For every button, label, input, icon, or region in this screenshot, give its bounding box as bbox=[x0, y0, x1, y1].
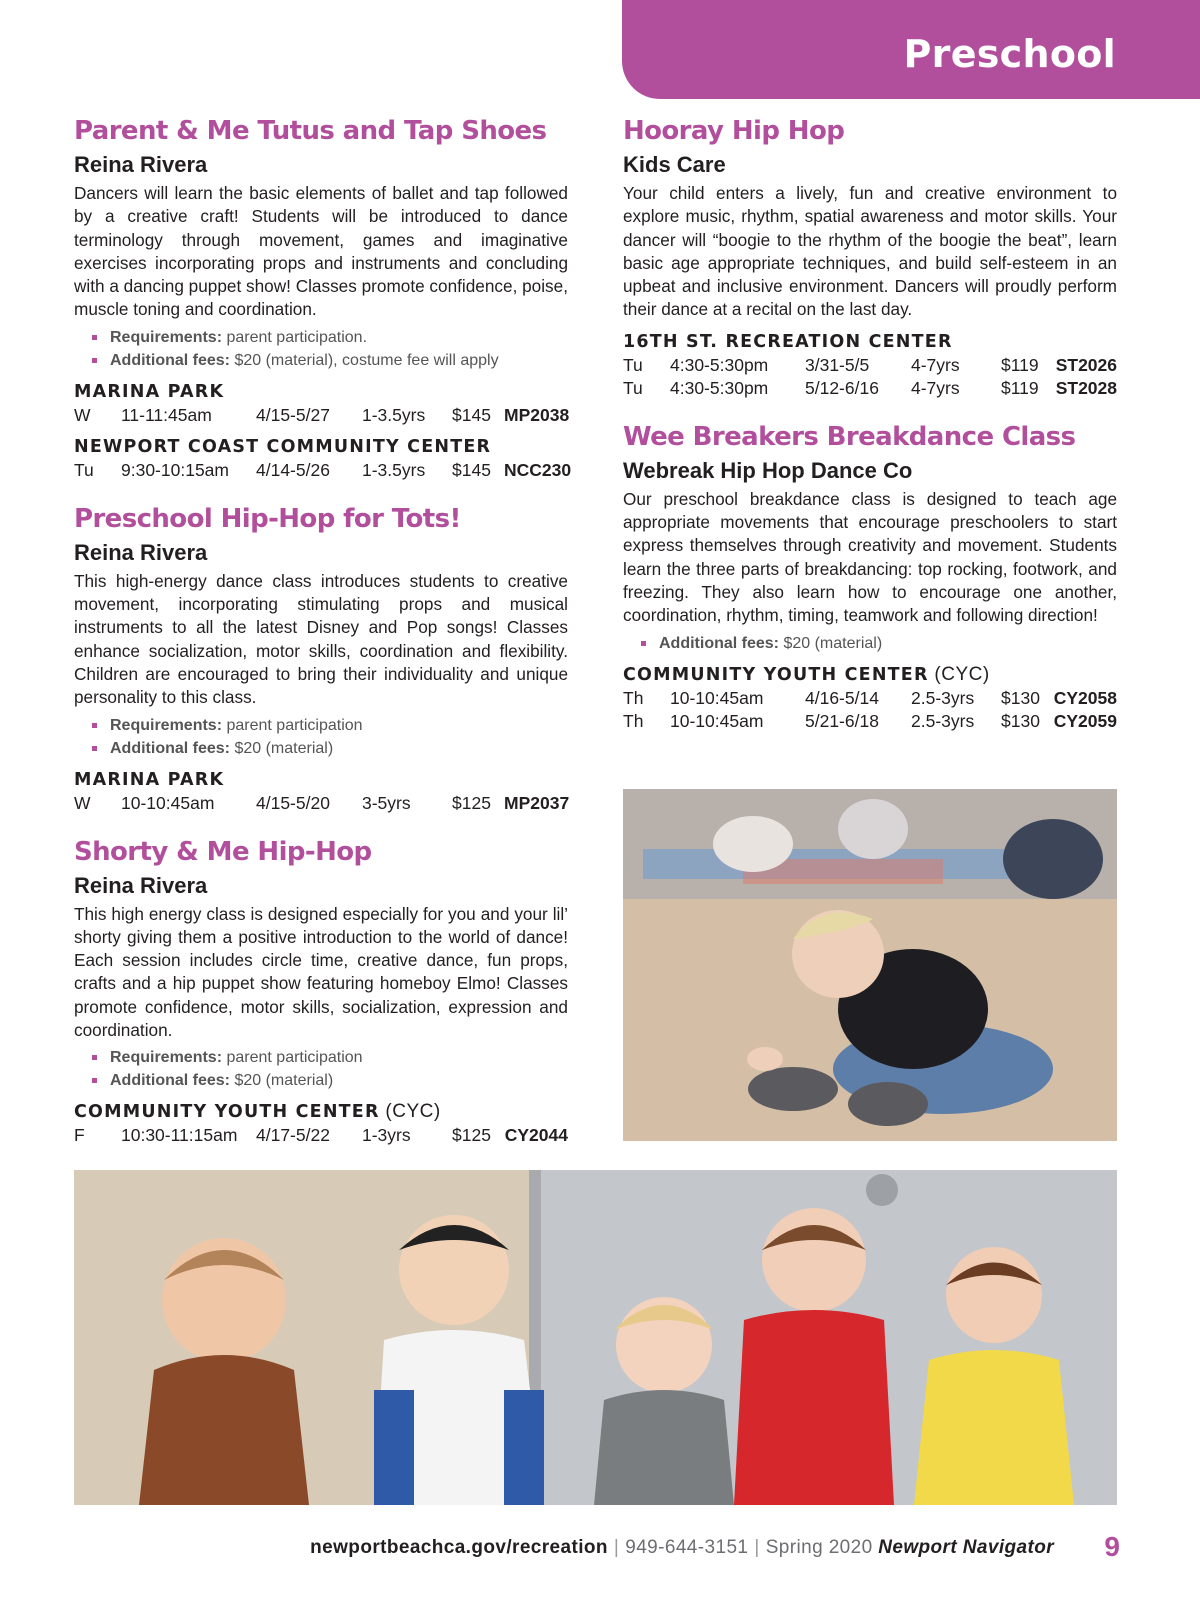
location-name bbox=[623, 663, 1117, 687]
class-title: Shorty & Me Hip-Hop bbox=[74, 836, 372, 867]
schedule-day: Th bbox=[623, 687, 644, 708]
requirement-item bbox=[92, 326, 568, 349]
requirement-item bbox=[92, 1046, 568, 1069]
requirement-label: Additional fees: bbox=[110, 739, 231, 757]
class-title: Wee Breakers Breakdance Class bbox=[623, 421, 1076, 452]
location-label: MARINA PARK bbox=[74, 769, 225, 790]
schedule-dates: 4/15-5/20 bbox=[256, 792, 330, 813]
schedule-price: $119 bbox=[1001, 377, 1039, 398]
section-tab bbox=[622, 0, 1200, 99]
requirement-text: $20 (material) bbox=[230, 739, 334, 757]
requirement-item bbox=[92, 349, 568, 372]
requirements-list bbox=[92, 1046, 568, 1092]
requirement-item bbox=[92, 1069, 568, 1092]
schedule-day: Tu bbox=[74, 459, 94, 480]
requirement-label: Additional fees: bbox=[659, 634, 780, 652]
schedule-time: 4:30-5:30pm bbox=[670, 354, 769, 375]
location-name bbox=[623, 330, 1117, 354]
location-name bbox=[74, 1100, 568, 1124]
schedule-day: W bbox=[74, 792, 91, 813]
class-section bbox=[74, 112, 572, 482]
schedule-dates: 5/12-6/16 bbox=[805, 377, 879, 398]
schedule-age: 1-3yrs bbox=[362, 1125, 411, 1146]
requirement-label: Requirements: bbox=[110, 716, 223, 734]
schedule-time: 10-10:45am bbox=[670, 687, 764, 708]
schedule-dates: 4/16-5/14 bbox=[805, 687, 879, 708]
schedule-row bbox=[623, 710, 1117, 733]
requirements-list bbox=[92, 326, 568, 372]
schedule-dates: 3/31-5/5 bbox=[805, 354, 870, 375]
schedule-time: 4:30-5:30pm bbox=[670, 377, 769, 398]
requirement-label: Additional fees: bbox=[110, 1072, 231, 1090]
schedule-age: 4-7yrs bbox=[911, 377, 960, 398]
course-code[interactable]: CY2058 bbox=[1053, 687, 1117, 708]
class-title: Parent & Me Tutus and Tap Shoes bbox=[74, 116, 547, 146]
location-name bbox=[74, 380, 568, 404]
class-description: Dancers will learn the basic elements of ballet and tap followed by a creative craft! Students will be introduced to dance terminology through movement, games and imaginative exercises incorporating props and instruments and concluding with a dancing puppet show! Classes promote confidence, poise, muscle toning and coordination. bbox=[74, 183, 568, 320]
schedule-day: W bbox=[74, 404, 91, 425]
schedule-price: $130 bbox=[1001, 687, 1040, 708]
location-name bbox=[74, 768, 568, 792]
requirements-list bbox=[641, 632, 1117, 655]
instructor-name: Reina Rivera bbox=[74, 152, 208, 177]
schedule-age: 4-7yrs bbox=[911, 354, 960, 375]
course-code[interactable]: MP2038 bbox=[504, 404, 570, 425]
schedule-price: $145 bbox=[452, 459, 491, 480]
schedule-price: $145 bbox=[452, 404, 491, 425]
schedule-row bbox=[74, 459, 572, 482]
footer-separator: | bbox=[613, 1537, 620, 1558]
requirement-text: parent participation bbox=[222, 716, 363, 734]
requirement-item bbox=[641, 632, 1117, 655]
class-description: This high-energy dance class introduces students to creative movement, incorporating stimulating props and musical instruments to all the latest Disney and Pop songs! Classes enhance socialization, motor skills, coordination and flexibility. Children are encouraged to bring their individuality and unique personality to this class. bbox=[74, 570, 568, 708]
class-title: Preschool Hip-Hop for Tots! bbox=[74, 503, 461, 534]
footer-separator: | bbox=[754, 1537, 760, 1558]
schedule-time: 9:30-10:15am bbox=[121, 459, 229, 480]
location-label: 16TH ST. RECREATION CENTER bbox=[623, 331, 953, 352]
schedule-day: Tu bbox=[623, 354, 643, 375]
requirement-text: parent participation. bbox=[222, 328, 368, 346]
schedule-time: 10:30-11:15am bbox=[121, 1125, 238, 1146]
section-tab-title: Preschool bbox=[903, 32, 1116, 76]
location-label: MARINA PARK bbox=[74, 381, 225, 402]
course-code[interactable]: ST2028 bbox=[1055, 377, 1117, 398]
schedule-age: 2.5-3yrs bbox=[911, 687, 975, 708]
course-code[interactable]: CY2044 bbox=[504, 1125, 568, 1146]
location-label: COMMUNITY YOUTH CENTER bbox=[623, 664, 929, 685]
requirement-label: Requirements: bbox=[110, 328, 223, 346]
requirement-label: Requirements: bbox=[110, 1049, 223, 1067]
schedule-dates: 4/14-5/26 bbox=[256, 459, 330, 480]
schedule-row bbox=[623, 687, 1117, 710]
footer-phone: 949-644-3151 bbox=[625, 1537, 749, 1558]
schedule-time: 10-10:45am bbox=[121, 792, 215, 813]
schedule-day: F bbox=[74, 1125, 85, 1146]
schedule-price: $119 bbox=[1001, 354, 1039, 375]
class-section bbox=[74, 500, 568, 815]
schedule-dates: 4/15-5/27 bbox=[256, 404, 330, 425]
schedule-row bbox=[74, 1124, 568, 1147]
photo-toddler-breakdancing bbox=[623, 789, 1117, 1141]
schedule-price: $125 bbox=[452, 792, 491, 813]
location-name bbox=[74, 435, 568, 459]
requirement-label: Additional fees: bbox=[110, 351, 231, 369]
schedule-day: Tu bbox=[623, 377, 643, 398]
right-column bbox=[623, 112, 1117, 751]
location-abbrev: (CYC) bbox=[928, 663, 990, 685]
class-description: Your child enters a lively, fun and creative environment to explore music, rhythm, spatial awareness and motor skills. Your dancer will “boogie to the rhythm of the boogie the beat”, learn basic age appropriate techniques, and build self-esteem in an upbeat and inclusive environment. Dancers will proudly perform their dance at a recital on the last day. bbox=[623, 183, 1117, 320]
class-title: Hooray Hip Hop bbox=[623, 116, 845, 146]
class-section bbox=[623, 418, 1117, 733]
schedule-time: 11-11:45am bbox=[121, 404, 212, 425]
schedule-age: 1-3.5yrs bbox=[362, 459, 426, 480]
schedule-row bbox=[74, 792, 568, 815]
photo-preschool-kids bbox=[74, 1170, 1117, 1505]
class-section bbox=[623, 112, 1117, 400]
schedule-day: Th bbox=[623, 710, 644, 731]
schedule-dates: 4/17-5/22 bbox=[256, 1125, 330, 1146]
requirement-item bbox=[92, 737, 568, 760]
footer-season: Spring 2020 bbox=[765, 1537, 873, 1558]
schedule-row bbox=[74, 404, 568, 427]
schedule-price: $130 bbox=[1001, 710, 1040, 731]
left-column bbox=[74, 112, 572, 1165]
schedule-age: 3-5yrs bbox=[362, 792, 411, 813]
page-footer bbox=[0, 1531, 1200, 1564]
class-description: This high energy class is designed especially for you and your lil’ shorty giving them a positive introduction to the world of dance! Each session includes circle time, creative dance, fun props, crafts and a hip puppet show featuring homeboy Elmo! Classes promote confidence, motor skills, socialization, expression and coordination. bbox=[74, 903, 568, 1041]
location-label: COMMUNITY YOUTH CENTER bbox=[74, 1102, 380, 1123]
schedule-row bbox=[623, 377, 1117, 400]
instructor-name: Webreak Hip Hop Dance Co bbox=[623, 457, 913, 483]
class-description: Our preschool breakdance class is designed to teach age appropriate movements that encourage preschoolers to start express themselves through creativity and movement. Students learn the three parts of breakdancing: top rocking, footwork, and freezing. They also learn how to encourage one another, coordination, rhythm, timing, teamwork and following direction! bbox=[623, 488, 1117, 626]
requirement-text: $20 (material), costume fee will apply bbox=[230, 351, 499, 369]
requirements-list bbox=[92, 714, 568, 760]
schedule-time: 10-10:45am bbox=[670, 710, 764, 731]
course-code[interactable]: CY2059 bbox=[1053, 710, 1117, 731]
requirement-item bbox=[92, 714, 568, 737]
instructor-name: Reina Rivera bbox=[74, 539, 208, 565]
requirement-text: $20 (material) bbox=[230, 1072, 334, 1090]
location-label: NEWPORT COAST COMMUNITY CENTER bbox=[74, 436, 492, 457]
location-abbrev: (CYC) bbox=[379, 1101, 441, 1123]
footer-url-link[interactable]: newportbeachca.gov/recreation bbox=[310, 1537, 608, 1558]
schedule-row bbox=[623, 354, 1117, 377]
footer-publication: Newport Navigator bbox=[878, 1537, 1054, 1558]
schedule-dates: 5/21-6/18 bbox=[805, 710, 879, 731]
schedule-age: 2.5-3yrs bbox=[911, 710, 975, 731]
footer-text bbox=[310, 1537, 1054, 1559]
course-code[interactable]: ST2026 bbox=[1055, 354, 1117, 375]
photo-kids-illustration bbox=[74, 1170, 1117, 1505]
course-code[interactable]: MP2037 bbox=[504, 792, 570, 813]
requirement-text: $20 (material) bbox=[779, 634, 883, 652]
instructor-name: Reina Rivera bbox=[74, 872, 208, 898]
instructor-name: Kids Care bbox=[623, 152, 726, 177]
class-section bbox=[74, 833, 568, 1148]
course-code[interactable]: NCC230 bbox=[504, 459, 572, 480]
photo-toddler-illustration bbox=[623, 789, 1117, 1141]
page-number: 9 bbox=[1104, 1531, 1120, 1562]
schedule-age: 1-3.5yrs bbox=[362, 404, 426, 425]
schedule-price: $125 bbox=[452, 1125, 491, 1146]
requirement-text: parent participation bbox=[222, 1049, 363, 1067]
